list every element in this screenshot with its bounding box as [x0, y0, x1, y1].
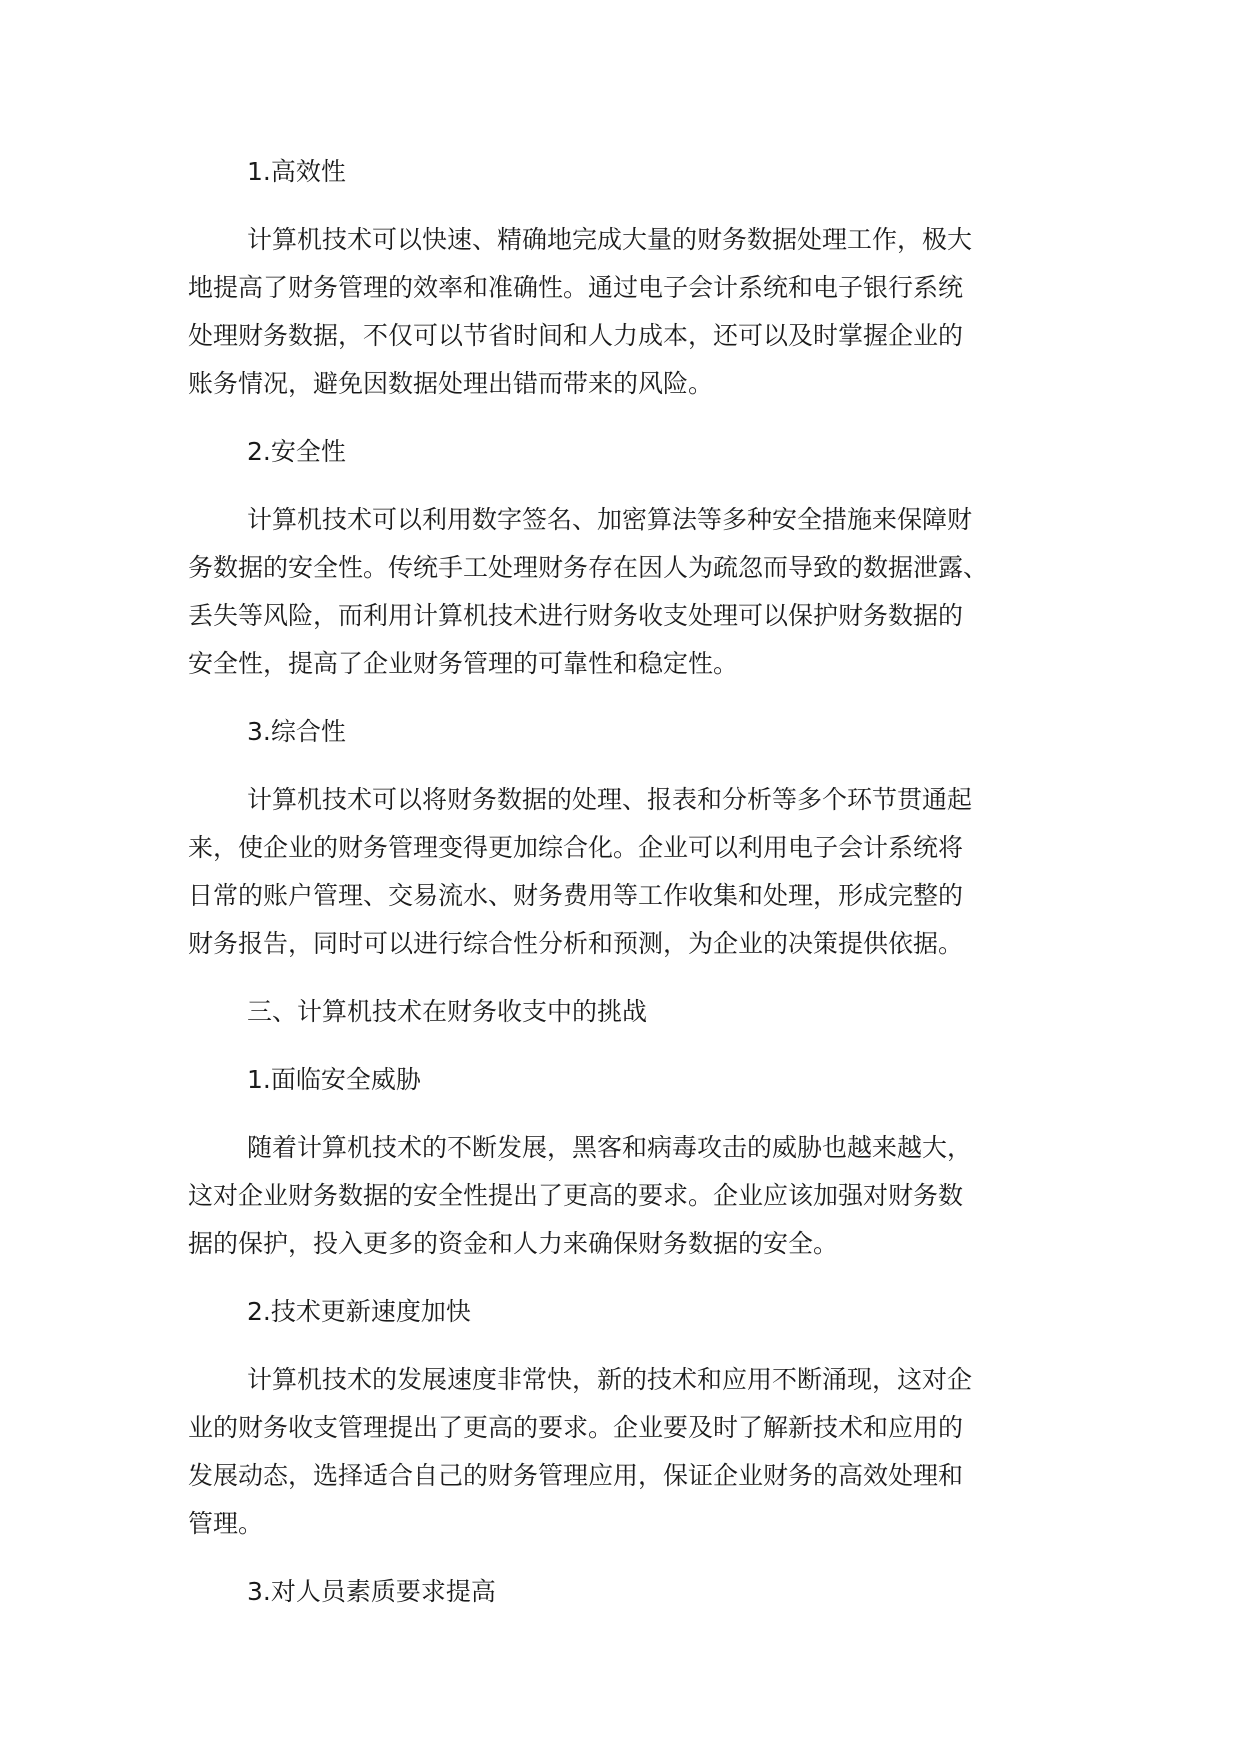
- paragraph-line: 财务报告，同时可以进行综合性分析和预测，为企业的决策提供依据。: [188, 929, 964, 958]
- section-heading-security: 2.安全性: [247, 437, 346, 466]
- paragraph-line: 这对企业财务数据的安全性提出了更高的要求。企业应该加强对财务数: [188, 1181, 964, 1210]
- paragraph-line: 账务情况，避免因数据处理出错而带来的风险。: [188, 369, 714, 398]
- section-heading-staff-quality: 3.对人员素质要求提高: [247, 1577, 496, 1606]
- paragraph-line: 管理。: [188, 1509, 264, 1538]
- section-heading-comprehensiveness: 3.综合性: [247, 717, 346, 746]
- paragraph-comprehensiveness: [188, 776, 1034, 968]
- paragraph-line: 计算机技术可以将财务数据的处理、报表和分析等多个环节贯通起: [247, 785, 973, 814]
- chapter-heading-challenges: 三、计算机技术在财务收支中的挑战: [247, 997, 648, 1026]
- paragraph-line: 处理财务数据，不仅可以节省时间和人力成本，还可以及时掌握企业的: [188, 321, 964, 350]
- paragraph-line: 来，使企业的财务管理变得更加综合化。企业可以利用电子会计系统将: [188, 833, 964, 862]
- section-heading-efficiency: 1.高效性: [247, 157, 346, 186]
- paragraph-security: [188, 496, 1034, 688]
- paragraph-line: 计算机技术可以利用数字签名、加密算法等多种安全措施来保障财: [247, 505, 973, 534]
- paragraph-line: 据的保护，投入更多的资金和人力来确保财务数据的安全。: [188, 1229, 839, 1258]
- paragraph-efficiency: [188, 216, 1034, 408]
- paragraph-security-threats: [188, 1124, 1034, 1268]
- paragraph-line: 地提高了财务管理的效率和准确性。通过电子会计系统和电子银行系统: [188, 273, 964, 302]
- paragraph-line: 丢失等风险，而利用计算机技术进行财务收支处理可以保护财务数据的: [188, 601, 964, 630]
- paragraph-line: 随着计算机技术的不断发展，黑客和病毒攻击的威胁也越来越大，: [247, 1133, 973, 1162]
- paragraph-line: 业的财务收支管理提出了更高的要求。企业要及时了解新技术和应用的: [188, 1413, 964, 1442]
- paragraph-tech-updates: [188, 1356, 1034, 1548]
- section-heading-tech-updates: 2.技术更新速度加快: [247, 1297, 471, 1326]
- paragraph-line: 计算机技术的发展速度非常快，新的技术和应用不断涌现，这对企: [247, 1365, 973, 1394]
- paragraph-line: 发展动态，选择适合自己的财务管理应用，保证企业财务的高效处理和: [188, 1461, 964, 1490]
- paragraph-line: 日常的账户管理、交易流水、财务费用等工作收集和处理，形成完整的: [188, 881, 964, 910]
- paragraph-line: 安全性，提高了企业财务管理的可靠性和稳定性。: [188, 649, 739, 678]
- section-heading-security-threats: 1.面临安全威胁: [247, 1065, 421, 1094]
- paragraph-line: 务数据的安全性。传统手工处理财务存在因人为疏忽而导致的数据泄露、: [188, 553, 989, 582]
- paragraph-line: 计算机技术可以快速、精确地完成大量的财务数据处理工作，极大: [247, 225, 973, 254]
- document-body: [188, 148, 1034, 1636]
